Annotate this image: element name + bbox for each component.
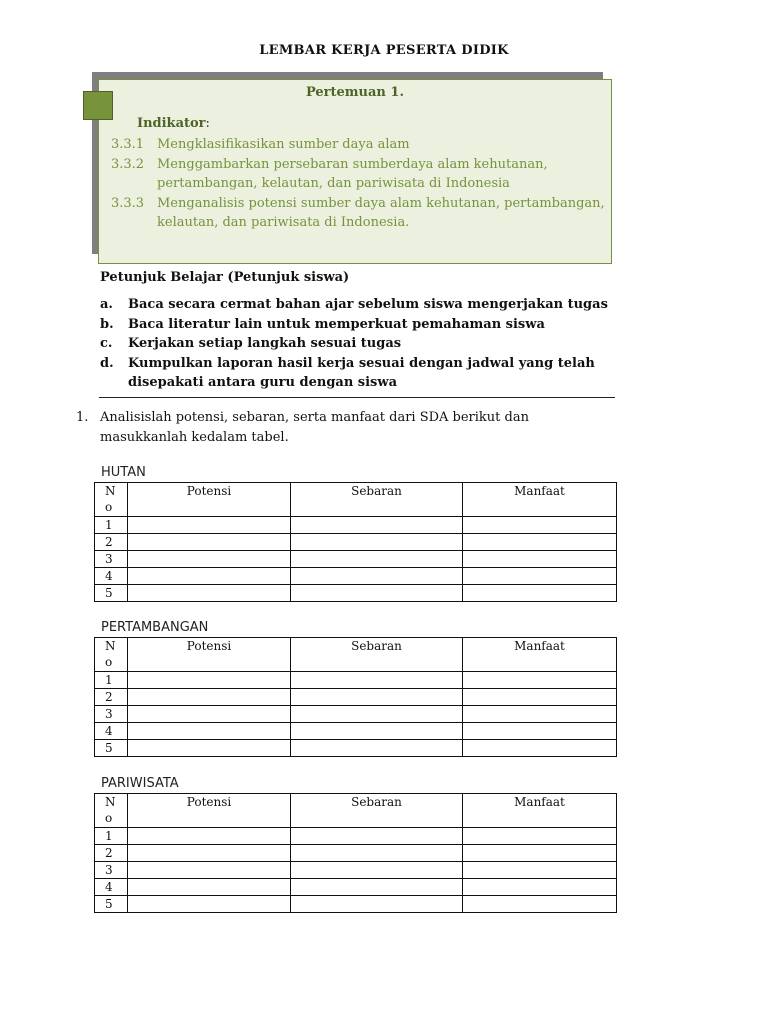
question-text: Analisislah potensi, sebaran, serta manfaat dari SDA berikut dan masukkanlah kedalam tabel. bbox=[100, 410, 529, 445]
sebaran-cell[interactable] bbox=[291, 551, 463, 568]
manfaat-cell[interactable] bbox=[463, 689, 617, 706]
table-row bbox=[95, 740, 617, 757]
potensi-cell[interactable] bbox=[128, 689, 291, 706]
potensi-cell[interactable] bbox=[128, 828, 291, 845]
table-header-row bbox=[95, 483, 617, 517]
row-number: 3 bbox=[95, 862, 128, 879]
sebaran-cell[interactable] bbox=[291, 828, 463, 845]
header-manfaat: Manfaat bbox=[463, 794, 617, 828]
potensi-cell[interactable] bbox=[128, 723, 291, 740]
row-number: 2 bbox=[95, 845, 128, 862]
potensi-cell[interactable] bbox=[128, 585, 291, 602]
row-number: 1 bbox=[95, 828, 128, 845]
table-row bbox=[95, 551, 617, 568]
header-manfaat: Manfaat bbox=[463, 638, 617, 672]
potensi-cell[interactable] bbox=[128, 740, 291, 757]
manfaat-cell[interactable] bbox=[463, 862, 617, 879]
row-number: 4 bbox=[95, 568, 128, 585]
row-number: 2 bbox=[95, 689, 128, 706]
instruction-letter: d. bbox=[100, 355, 114, 371]
instruction-letter: c. bbox=[100, 336, 113, 351]
instruction-item bbox=[100, 334, 640, 354]
potensi-cell[interactable] bbox=[128, 568, 291, 585]
indicator-item bbox=[111, 155, 631, 194]
indicator-heading bbox=[137, 116, 210, 131]
header-no: N o bbox=[95, 483, 128, 517]
indicator-colon: : bbox=[205, 116, 210, 131]
manfaat-cell[interactable] bbox=[463, 706, 617, 723]
sebaran-cell[interactable] bbox=[291, 845, 463, 862]
page-title: LEMBAR KERJA PESERTA DIDIK bbox=[259, 43, 509, 58]
manfaat-cell[interactable] bbox=[463, 845, 617, 862]
table-row bbox=[95, 896, 617, 913]
header-sebaran: Sebaran bbox=[291, 794, 463, 828]
row-number: 3 bbox=[95, 706, 128, 723]
indicator-item bbox=[111, 194, 631, 233]
sebaran-cell[interactable] bbox=[291, 740, 463, 757]
table-pertambangan bbox=[94, 637, 617, 757]
sebaran-cell[interactable] bbox=[291, 689, 463, 706]
potensi-cell[interactable] bbox=[128, 672, 291, 689]
indicator-number: 3.3.2 bbox=[111, 156, 145, 172]
question-number: 1. bbox=[76, 410, 89, 425]
row-number: 5 bbox=[95, 740, 128, 757]
sebaran-cell[interactable] bbox=[291, 723, 463, 740]
table-row bbox=[95, 534, 617, 551]
indicator-text: Menganalisis potensi sumber daya alam kehutanan, pertambangan, kelautan, dan pariwisata di Indonesia. bbox=[157, 195, 605, 230]
sebaran-cell[interactable] bbox=[291, 879, 463, 896]
manfaat-cell[interactable] bbox=[463, 828, 617, 845]
instructions-title: Petunjuk Belajar (Petunjuk siswa) bbox=[100, 270, 350, 285]
row-number: 1 bbox=[95, 672, 128, 689]
header-potensi: Potensi bbox=[128, 638, 291, 672]
manfaat-cell[interactable] bbox=[463, 585, 617, 602]
sebaran-cell[interactable] bbox=[291, 585, 463, 602]
row-number: 4 bbox=[95, 723, 128, 740]
potensi-cell[interactable] bbox=[128, 517, 291, 534]
table-header-row bbox=[95, 638, 617, 672]
sebaran-cell[interactable] bbox=[291, 706, 463, 723]
manfaat-cell[interactable] bbox=[463, 672, 617, 689]
potensi-cell[interactable] bbox=[128, 551, 291, 568]
table-row bbox=[95, 689, 617, 706]
table-row bbox=[95, 672, 617, 689]
row-number: 3 bbox=[95, 551, 128, 568]
instruction-text: Kerjakan setiap langkah sesuai tugas bbox=[128, 336, 402, 351]
accent-square bbox=[83, 91, 113, 120]
header-manfaat: Manfaat bbox=[463, 483, 617, 517]
header-no: N o bbox=[95, 638, 128, 672]
table-row bbox=[95, 879, 617, 896]
instruction-letter: b. bbox=[100, 316, 114, 332]
divider-line bbox=[99, 397, 615, 398]
instruction-item bbox=[100, 315, 640, 335]
potensi-cell[interactable] bbox=[128, 862, 291, 879]
row-number: 5 bbox=[95, 585, 128, 602]
section-title-pertambangan: PERTAMBANGAN bbox=[101, 620, 209, 635]
indicator-text: Menggambarkan persebaran sumberdaya alam kehutanan, pertambangan, kelautan, dan pariwisata di Indonesia bbox=[157, 156, 548, 191]
header-sebaran: Sebaran bbox=[291, 483, 463, 517]
sebaran-cell[interactable] bbox=[291, 672, 463, 689]
sebaran-cell[interactable] bbox=[291, 896, 463, 913]
info-box bbox=[98, 79, 612, 264]
sebaran-cell[interactable] bbox=[291, 568, 463, 585]
table-hutan bbox=[94, 482, 617, 602]
header-sebaran: Sebaran bbox=[291, 638, 463, 672]
indicator-text: Mengklasifikasikan sumber daya alam bbox=[157, 137, 410, 152]
header-no: N o bbox=[95, 794, 128, 828]
section-title-pariwisata: PARIWISATA bbox=[101, 776, 179, 791]
indicator-label: Indikator bbox=[137, 116, 206, 131]
table-row bbox=[95, 828, 617, 845]
sebaran-cell[interactable] bbox=[291, 862, 463, 879]
instruction-text: Baca secara cermat bahan ajar sebelum siswa mengerjakan tugas bbox=[128, 297, 608, 312]
manfaat-cell[interactable] bbox=[463, 879, 617, 896]
sebaran-cell[interactable] bbox=[291, 517, 463, 534]
meeting-title: Pertemuan 1. bbox=[305, 85, 404, 100]
indicator-number: 3.3.1 bbox=[111, 137, 145, 152]
potensi-cell[interactable] bbox=[128, 534, 291, 551]
table-row bbox=[95, 723, 617, 740]
section-title-hutan: HUTAN bbox=[101, 465, 146, 480]
instruction-text: Baca literatur lain untuk memperkuat pemahaman siswa bbox=[128, 316, 545, 332]
indicator-number: 3.3.3 bbox=[111, 195, 145, 211]
manfaat-cell[interactable] bbox=[463, 896, 617, 913]
table-row bbox=[95, 706, 617, 723]
header-potensi: Potensi bbox=[128, 483, 291, 517]
row-number: 2 bbox=[95, 534, 128, 551]
manfaat-cell[interactable] bbox=[463, 568, 617, 585]
indicator-list bbox=[111, 135, 631, 233]
manfaat-cell[interactable] bbox=[463, 723, 617, 740]
table-row bbox=[95, 585, 617, 602]
manfaat-cell[interactable] bbox=[463, 517, 617, 534]
manfaat-cell[interactable] bbox=[463, 740, 617, 757]
potensi-cell[interactable] bbox=[128, 896, 291, 913]
instruction-list bbox=[100, 295, 640, 393]
indicator-item bbox=[111, 135, 631, 155]
row-number: 4 bbox=[95, 879, 128, 896]
sebaran-cell[interactable] bbox=[291, 534, 463, 551]
table-pariwisata bbox=[94, 793, 617, 913]
row-number: 5 bbox=[95, 896, 128, 913]
question bbox=[76, 408, 616, 447]
manfaat-cell[interactable] bbox=[463, 534, 617, 551]
instruction-letter: a. bbox=[100, 297, 113, 312]
header-potensi: Potensi bbox=[128, 794, 291, 828]
potensi-cell[interactable] bbox=[128, 845, 291, 862]
table-row bbox=[95, 845, 617, 862]
table-row bbox=[95, 862, 617, 879]
instruction-item bbox=[100, 295, 640, 315]
table-row bbox=[95, 517, 617, 534]
row-number: 1 bbox=[95, 517, 128, 534]
instruction-text: Kumpulkan laporan hasil kerja sesuai dengan jadwal yang telah disepakati antara guru dengan siswa bbox=[128, 355, 595, 390]
potensi-cell[interactable] bbox=[128, 879, 291, 896]
manfaat-cell[interactable] bbox=[463, 551, 617, 568]
potensi-cell[interactable] bbox=[128, 706, 291, 723]
table-header-row bbox=[95, 794, 617, 828]
table-row bbox=[95, 568, 617, 585]
instruction-item bbox=[100, 354, 640, 393]
